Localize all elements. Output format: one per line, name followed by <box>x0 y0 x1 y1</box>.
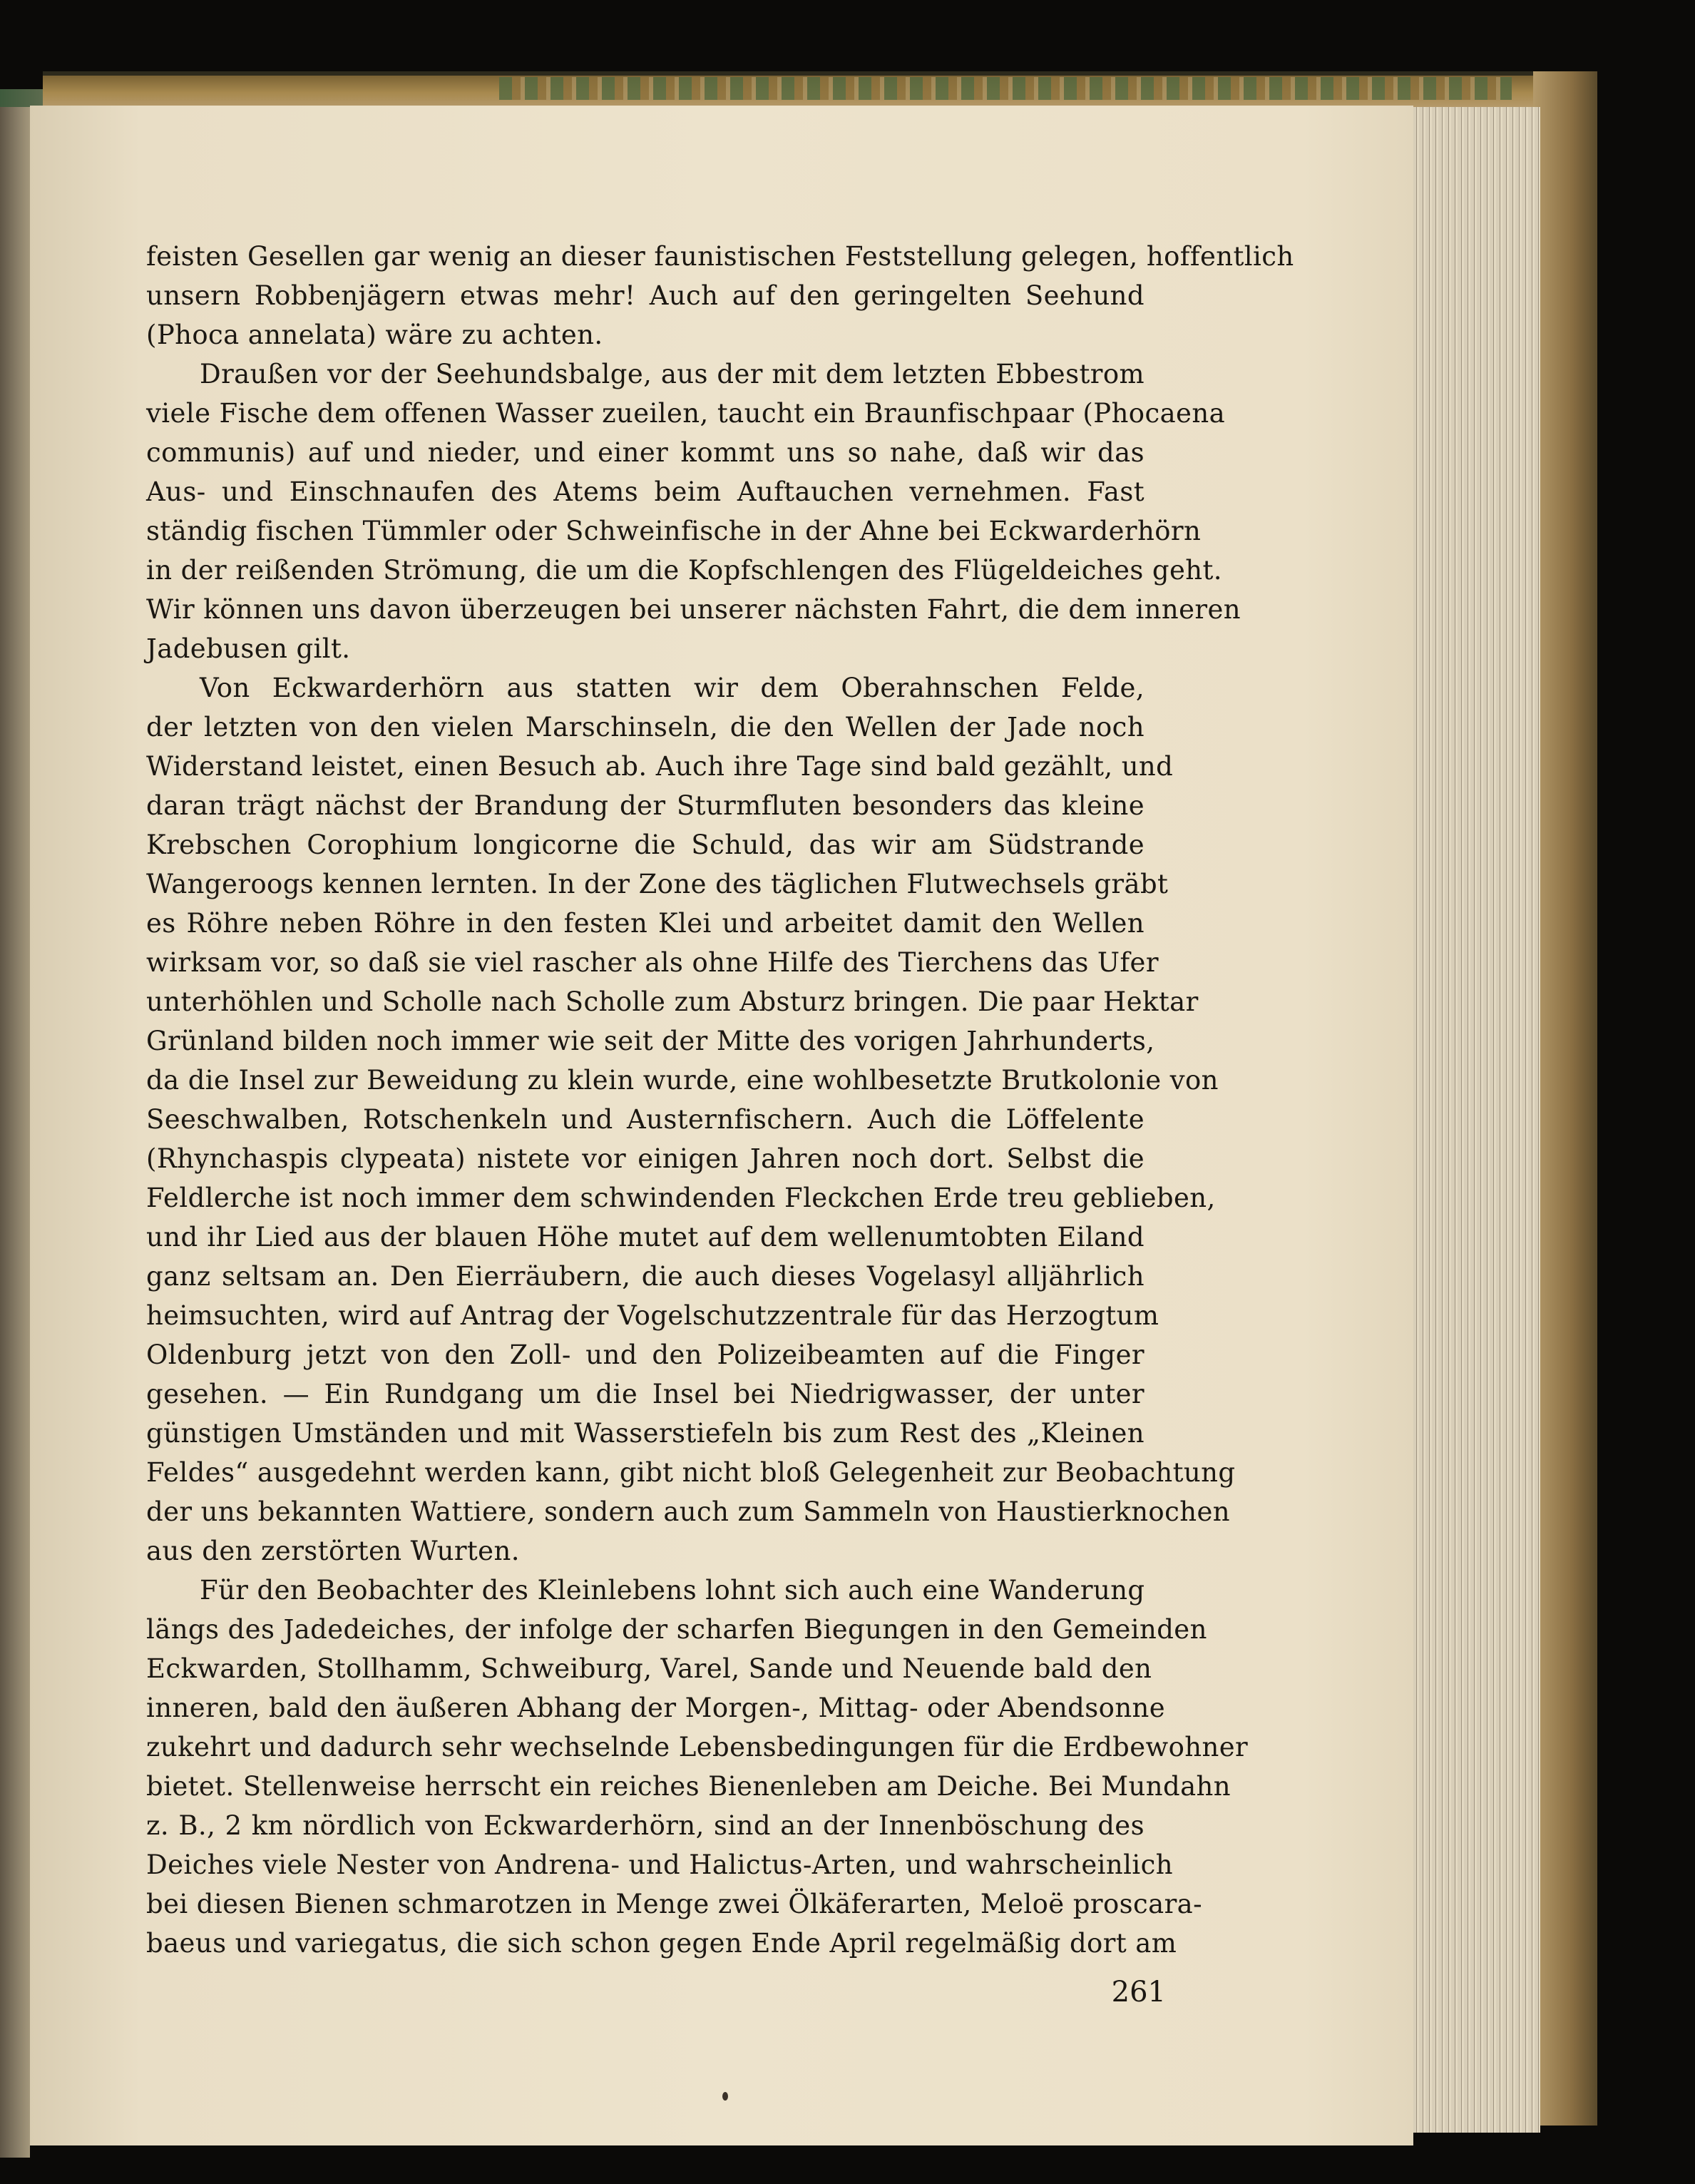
text-line: zukehrt und dadurch sehr wechselnde Lebensbedingungen für die Erdbewohner <box>146 1732 1249 1762</box>
text-line: Aus- und Einschnaufen des Atems beim Auftauchen vernehmen. Fast <box>146 476 1144 507</box>
book-cover-pattern <box>499 77 1512 100</box>
text-line: inneren, bald den äußeren Abhang der Morgen-, Mittag- oder Abendsonne <box>146 1693 1166 1723</box>
text-line: Wangeroogs kennen lernten. In der Zone des täglichen Flutwechsels gräbt <box>146 869 1169 899</box>
left-cover-edge <box>0 89 43 107</box>
body-text <box>146 237 1294 1963</box>
text-line: Grünland bilden noch immer wie seit der Mitte des vorigen Jahrhunderts, <box>146 1026 1155 1056</box>
text-line: daran trägt nächst der Brandung der Sturmfluten besonders das kleine <box>146 790 1144 821</box>
text-line: längs des Jadedeiches, der infolge der scharfen Biegungen in den Gemeinden <box>146 1614 1207 1645</box>
text-line: Widerstand leistet, einen Besuch ab. Auch ihre Tage sind bald gezählt, und <box>146 751 1174 782</box>
text-line: viele Fische dem offenen Wasser zueilen, taucht ein Braunfischpaar (Phocaena <box>146 398 1226 429</box>
text-line: bei diesen Bienen schmarotzen in Menge zwei Ölkäferarten, Meloë proscara- <box>146 1889 1203 1919</box>
text-line: feisten Gesellen gar wenig an dieser faunistischen Feststellung gelegen, hoffentlich <box>146 241 1294 272</box>
text-line: heimsuchten, wird auf Antrag der Vogelschutzzentrale für das Herzogtum <box>146 1300 1159 1331</box>
text-line: Oldenburg jetzt von den Zoll- und den Polizeibeamten auf die Finger <box>146 1340 1144 1370</box>
text-line: ganz seltsam an. Den Eierräubern, die auch dieses Vogelasyl alljährlich <box>146 1261 1144 1292</box>
text-line: unterhöhlen und Scholle nach Scholle zum Absturz bringen. Die paar Hektar <box>146 986 1199 1017</box>
text-line: (Phoca annelata) wäre zu achten. <box>146 320 603 350</box>
text-line: Deiches viele Nester von Andrena- und Halictus-Arten, und wahrscheinlich <box>146 1849 1173 1880</box>
text-line: Seeschwalben, Rotschenkeln und Austernfischern. Auch die Löffelente <box>146 1104 1144 1135</box>
text-line: Jadebusen gilt. <box>146 633 351 664</box>
ink-speck <box>722 2092 728 2101</box>
text-line: (Rhynchaspis clypeata) nistete vor einigen Jahren noch dort. Selbst die <box>146 1143 1144 1174</box>
text-line: Von Eckwarderhörn aus statten wir dem Oberahnschen Felde, <box>200 673 1144 703</box>
left-page-edge <box>0 103 30 2158</box>
text-line: der letzten von den vielen Marschinseln, die den Wellen der Jade noch <box>146 712 1144 743</box>
text-line: gesehen. — Ein Rundgang um die Insel bei Niedrigwasser, der unter <box>146 1379 1144 1409</box>
text-line: ständig fischen Tümmler oder Schweinfische in der Ahne bei Eckwarderhörn <box>146 516 1202 546</box>
text-line: Eckwarden, Stollhamm, Schweiburg, Varel, Sande und Neuende bald den <box>146 1653 1152 1684</box>
text-line: Draußen vor der Seehundsbalge, aus der mit dem letzten Ebbestrom <box>200 359 1144 389</box>
text-line: communis) auf und nieder, und einer kommt uns so nahe, daß wir das <box>146 437 1144 468</box>
book-cover-right <box>1533 71 1597 2126</box>
text-line: Wir können uns davon überzeugen bei unserer nächsten Fahrt, die dem inneren <box>146 594 1241 625</box>
text-line: es Röhre neben Röhre in den festen Klei und arbeitet damit den Wellen <box>146 908 1144 939</box>
text-line: Feldes“ ausgedehnt werden kann, gibt nicht bloß Gelegenheit zur Beobachtung <box>146 1457 1236 1488</box>
text-line: Für den Beobachter des Kleinlebens lohnt sich auch eine Wanderung <box>200 1575 1145 1606</box>
text-line: wirksam vor, so daß sie viel rascher als ohne Hilfe des Tierchens das Ufer <box>146 947 1159 978</box>
text-line: in der reißenden Strömung, die um die Kopfschlengen des Flügeldeiches geht. <box>146 555 1222 586</box>
text-line: günstigen Umständen und mit Wasserstiefeln bis zum Rest des „Kleinen <box>146 1418 1144 1449</box>
text-line: bietet. Stellenweise herrscht ein reiches Bienenleben am Deiche. Bei Mundahn <box>146 1771 1231 1802</box>
text-line: Krebschen Corophium longicorne die Schuld, das wir am Südstrande <box>146 830 1144 860</box>
text-line: aus den zerstörten Wurten. <box>146 1536 520 1566</box>
text-line: baeus und variegatus, die sich schon gegen Ende April regelmäßig dort am <box>146 1928 1177 1959</box>
text-line: der uns bekannten Wattiere, sondern auch zum Sammeln von Haustierknochen <box>146 1496 1230 1527</box>
text-line: Feldlerche ist noch immer dem schwindenden Fleckchen Erde treu geblieben, <box>146 1183 1216 1213</box>
text-line: unsern Robbenjägern etwas mehr! Auch auf den geringelten Seehund <box>146 280 1144 311</box>
text-line: und ihr Lied aus der blauen Höhe mutet auf dem wellenumtobten Eiland <box>146 1222 1144 1252</box>
text-line: da die Insel zur Beweidung zu klein wurde, eine wohlbesetzte Brutkolonie von <box>146 1065 1219 1096</box>
text-line: z. B., 2 km nördlich von Eckwarderhörn, sind an der Innenböschung des <box>146 1810 1144 1841</box>
page-number: 261 <box>1111 1976 1166 2009</box>
